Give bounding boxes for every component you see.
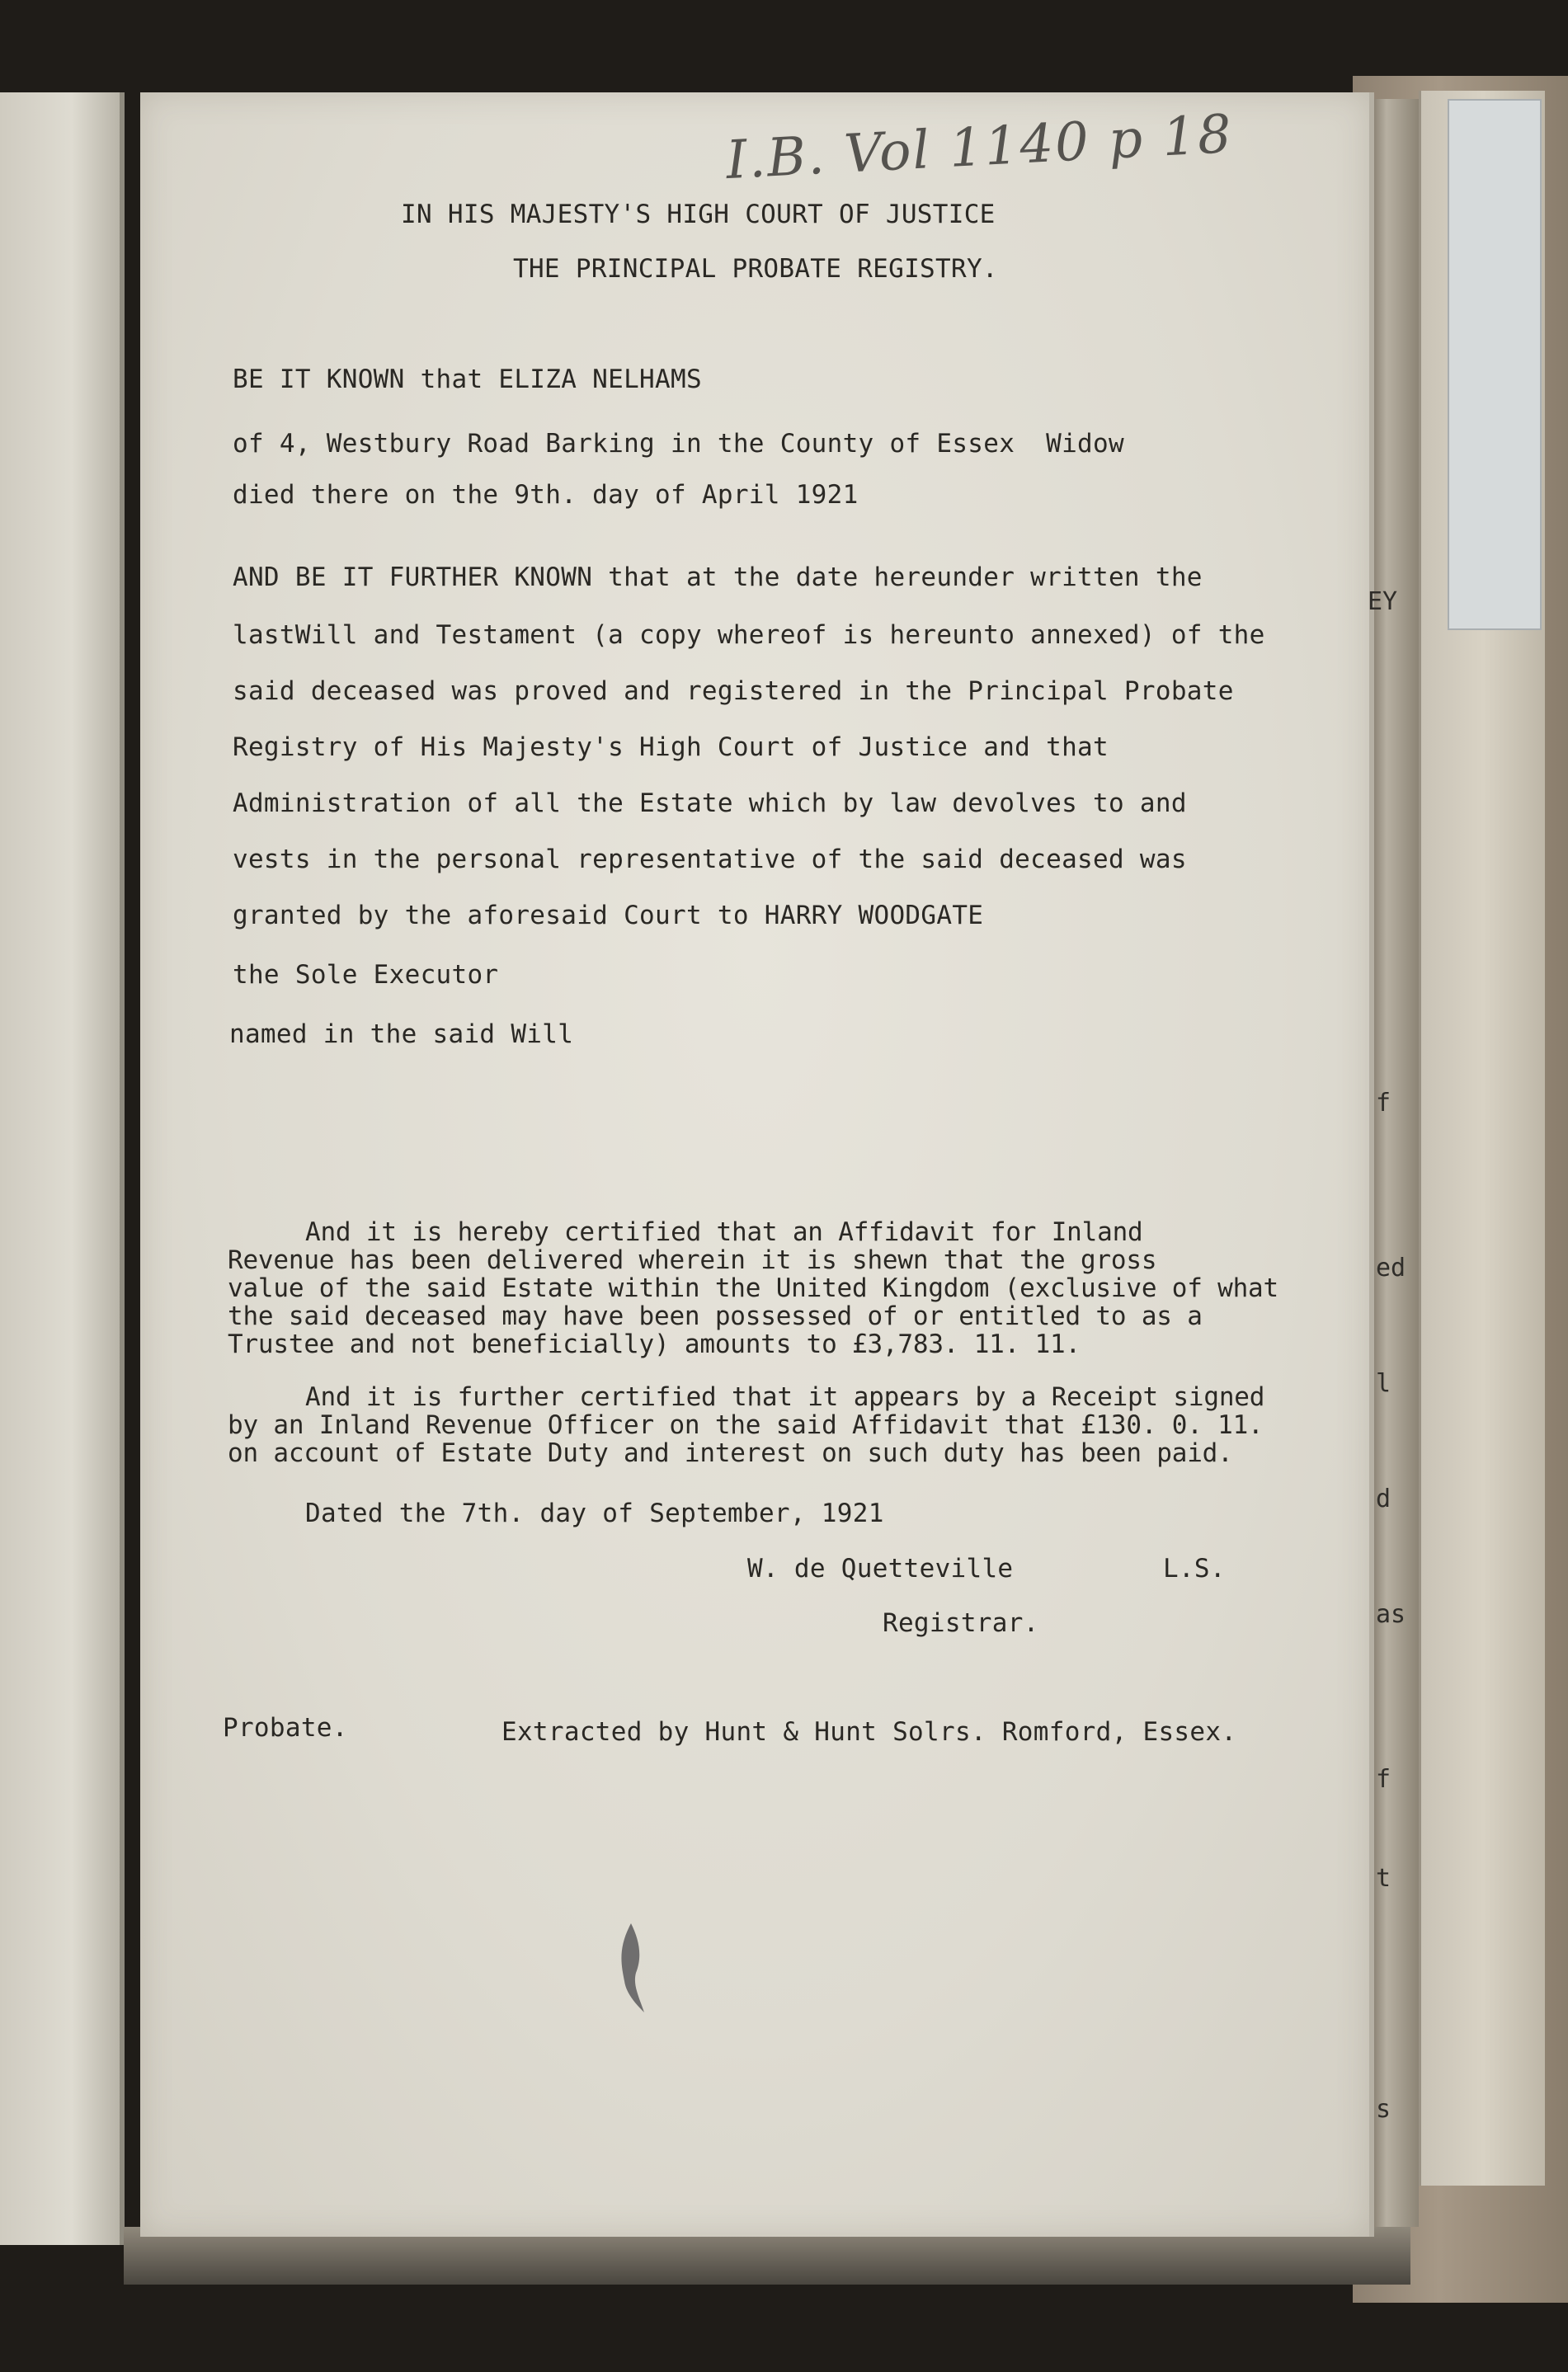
edge-fragment: t bbox=[1376, 1864, 1391, 1893]
be-it-known-line-2: of 4, Westbury Road Barking in the County of Essex Widow bbox=[233, 429, 1124, 459]
edge-fragment: l bbox=[1376, 1369, 1391, 1398]
further-known-line-7: granted by the aforesaid Court to HARRY WOODGATE bbox=[233, 901, 984, 930]
handwritten-reference-note: I.B. Vol 1140 p 18 bbox=[724, 103, 1235, 192]
be-it-known-line-1: BE IT KNOWN that ELIZA NELHAMS bbox=[233, 365, 702, 394]
registrar-signature: W. de Quetteville bbox=[747, 1554, 1014, 1584]
edge-fragment: f bbox=[1376, 1765, 1391, 1794]
certification-1-line-3: value of the said Estate within the United Kingdom (exclusive of what bbox=[228, 1273, 1278, 1303]
underlying-page-text-fragments bbox=[1369, 577, 1419, 2144]
further-known-line-2: lastWill and Testament (a copy whereof is hereunto annexed) of the bbox=[233, 620, 1265, 650]
be-it-known-line-3: died there on the 9th. day of April 1921 bbox=[233, 480, 859, 510]
edge-fragment: f bbox=[1376, 1089, 1391, 1118]
edge-fragment-gy: EY bbox=[1368, 587, 1398, 616]
back-tab-sheet bbox=[1448, 99, 1542, 630]
certification-1-line-2: Revenue has been delivered wherein it is shewn that the gross bbox=[228, 1245, 1157, 1275]
probate-document-page bbox=[140, 92, 1374, 2237]
further-known-line-1: AND BE IT FURTHER KNOWN that at the date hereunder written the bbox=[233, 562, 1203, 592]
certification-1-line-4: the said deceased may have been possessed of or entitled to as a bbox=[228, 1301, 1203, 1331]
further-known-line-3: said deceased was proved and registered in the Principal Probate bbox=[233, 676, 1234, 706]
court-heading: IN HIS MAJESTY'S HIGH COURT OF JUSTICE bbox=[401, 200, 996, 229]
registrar-title: Registrar. bbox=[883, 1608, 1039, 1638]
further-known-line-9: named in the said Will bbox=[229, 1019, 574, 1049]
certification-2-line-1: And it is further certified that it appears by a Receipt signed bbox=[305, 1382, 1265, 1412]
further-known-line-8: the Sole Executor bbox=[233, 960, 499, 990]
certification-2-line-2: by an Inland Revenue Officer on the said Affidavit that £130. 0. 11. bbox=[228, 1410, 1264, 1440]
further-known-line-6: vests in the personal representative of the said deceased was bbox=[233, 845, 1187, 874]
seal-mark: L.S. bbox=[1163, 1554, 1226, 1584]
registry-heading: THE PRINCIPAL PROBATE REGISTRY. bbox=[513, 254, 998, 284]
left-facing-page bbox=[0, 92, 125, 2245]
edge-fragment: ed bbox=[1376, 1254, 1406, 1282]
ink-blot-mark bbox=[614, 1923, 647, 2014]
certification-1-line-1: And it is hereby certified that an Affidavit for Inland bbox=[305, 1217, 1143, 1247]
further-known-line-4: Registry of His Majesty's High Court of Justice and that bbox=[233, 732, 1109, 762]
inland-revenue-certification bbox=[228, 1218, 1382, 1358]
further-known-line-5: Administration of all the Estate which by law devolves to and bbox=[233, 788, 1187, 818]
edge-fragment: d bbox=[1376, 1485, 1391, 1513]
edge-fragment: s bbox=[1376, 2095, 1391, 2124]
certification-1-line-5: Trustee and not beneficially) amounts to £3,783. 11. 11. bbox=[228, 1330, 1081, 1359]
probate-label: Probate. bbox=[223, 1713, 348, 1743]
dated-line: Dated the 7th. day of September, 1921 bbox=[305, 1499, 884, 1528]
estate-duty-certification bbox=[228, 1383, 1382, 1467]
extracted-by-line: Extracted by Hunt & Hunt Solrs. Romford, Essex. bbox=[501, 1717, 1237, 1747]
certification-2-line-3: on account of Estate Duty and interest on such duty has been paid. bbox=[228, 1438, 1233, 1468]
edge-fragment: as bbox=[1376, 1600, 1406, 1629]
